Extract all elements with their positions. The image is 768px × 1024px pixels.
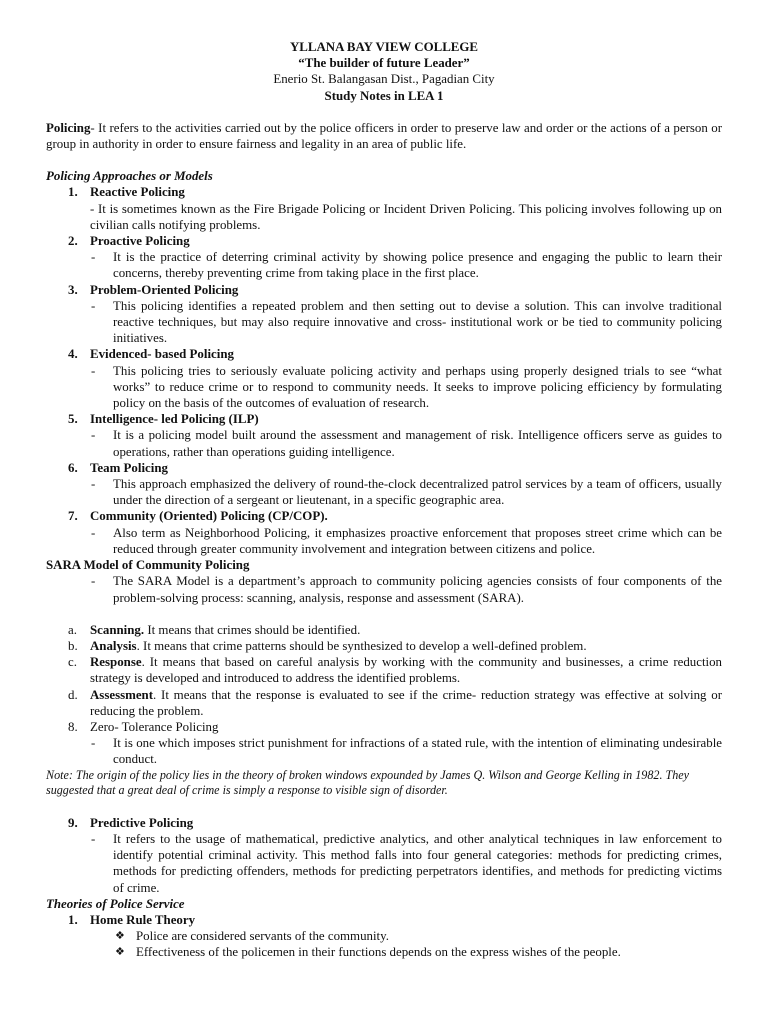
item-number: 3. bbox=[68, 282, 78, 297]
approach-title: Zero- Tolerance Policing bbox=[90, 719, 219, 734]
dash-marker: - bbox=[91, 363, 96, 378]
sara-step bbox=[46, 654, 722, 686]
approach-description bbox=[46, 249, 722, 281]
approach-title: Problem-Oriented Policing bbox=[90, 282, 239, 297]
theory-title: Home Rule Theory bbox=[90, 912, 196, 927]
approach-description: - It is sometimes known as the Fire Brigade Policing or Incident Driven Policing. This policing involves following up on civilian calls notifying problems. bbox=[90, 201, 722, 232]
item-number: 7. bbox=[68, 509, 78, 524]
approach-description-text: It is a policing model built around the assessment and management of risk. Intelligence officers serve as guides to operations, rather than operations guiding intelligence. bbox=[113, 428, 722, 459]
approach-title: Community (Oriented) Policing (CP/COP). bbox=[90, 509, 328, 524]
step-text: . It means that the response is evaluated to see if the crime- reduction strategy was effective at solving or reducing the problem. bbox=[90, 687, 722, 718]
sara-step bbox=[46, 622, 722, 638]
approach-item bbox=[46, 184, 722, 200]
approach-item bbox=[46, 815, 722, 831]
approach-description-text: It is one which imposes strict punishment for infractions of a stated rule, with the intention of eliminating undesirable conduct. bbox=[113, 736, 722, 767]
item-number: 9. bbox=[68, 815, 78, 830]
college-motto: “The builder of future Leader” bbox=[298, 56, 470, 71]
step-text: . It means that crime patterns should be synthesized to develop a well-defined problem. bbox=[136, 638, 587, 653]
step-letter: c. bbox=[68, 655, 77, 670]
step-term: Scanning. bbox=[90, 622, 145, 637]
college-name: YLLANA BAY VIEW COLLEGE bbox=[289, 40, 479, 54]
bullet-text: Police are considered servants of the community. bbox=[136, 929, 389, 944]
theory-item bbox=[46, 912, 722, 928]
section-heading-approaches: Policing Approaches or Models bbox=[46, 169, 213, 184]
theory-bullet bbox=[46, 928, 722, 944]
item-number: 2. bbox=[68, 234, 78, 249]
approach-title: Intelligence- led Policing (ILP) bbox=[90, 412, 259, 427]
step-text: It means that crimes should be identified. bbox=[144, 622, 361, 637]
document-title: Study Notes in LEA 1 bbox=[324, 88, 444, 103]
policing-definition-text: - It refers to the activities carried out by the police officers in order to preserve law and order or the actions of a person or group in authority in order to ensure fairness and legality in an area of public life. bbox=[46, 120, 722, 152]
approach-item bbox=[46, 508, 722, 524]
approach-description-text: It is the practice of deterring criminal activity by showing police presence and engaging the public to learn their concerns, thereby preventing crime from taking place in the first place. bbox=[113, 250, 722, 281]
sara-step bbox=[46, 638, 722, 654]
dash-marker: - bbox=[91, 477, 96, 492]
broken-windows-note: Note: The origin of the policy lies in the theory of broken windows expounded by James Q. Wilson and George Kelling in 1982. They suggested that a great deal of crime is simply a response to visible sign of disorder. bbox=[46, 767, 689, 798]
section-heading-sara: SARA Model of Community Policing bbox=[46, 558, 250, 573]
approach-description-text: This policing tries to seriously evaluate policing activity and perhaps using properly designed trials to see “what works” to reduce crime or to respond to community needs. It seeks to improve policing efficiency by formulating policy on the basis of the outcomes of evaluation of research. bbox=[113, 363, 722, 411]
sara-description bbox=[46, 573, 722, 605]
approach-description-text: This policing identifies a repeated problem and then setting out to devise a solution. This can involve traditional reactive techniques, but may also require innovative and cross- institutional work or be tied to community policing initiatives. bbox=[113, 298, 722, 346]
item-number: 1. bbox=[68, 185, 78, 200]
section-heading-theories: Theories of Police Service bbox=[46, 896, 185, 911]
step-letter: a. bbox=[68, 622, 77, 637]
approach-title: Predictive Policing bbox=[90, 815, 194, 830]
approach-description bbox=[46, 831, 722, 896]
policing-definition bbox=[46, 120, 722, 152]
approach-item bbox=[46, 411, 722, 427]
policing-term: Policing bbox=[46, 120, 91, 135]
approach-description bbox=[46, 298, 722, 347]
step-letter: d. bbox=[68, 687, 78, 702]
approach-description bbox=[46, 427, 722, 459]
approach-description bbox=[46, 476, 722, 508]
approach-title: Proactive Policing bbox=[90, 234, 190, 249]
step-term: Analysis bbox=[90, 638, 137, 653]
theory-bullet bbox=[46, 944, 722, 960]
approach-title: Reactive Policing bbox=[90, 185, 185, 200]
diamond-bullet-icon: ❖ bbox=[115, 946, 125, 959]
approach-item bbox=[46, 719, 722, 735]
document-page bbox=[46, 39, 722, 961]
approach-title: Team Policing bbox=[90, 460, 168, 475]
sara-description-text: The SARA Model is a department’s approach to community policing agencies consists of four components of the problem-solving process: scanning, analysis, response and assessment (SARA). bbox=[113, 574, 722, 605]
diamond-bullet-icon: ❖ bbox=[115, 930, 125, 943]
approach-description bbox=[46, 363, 722, 412]
item-number: 4. bbox=[68, 347, 78, 362]
sara-step bbox=[46, 687, 722, 719]
approach-description-text: This approach emphasized the delivery of round-the-clock decentralized patrol services by a team of officers, usually under the direction of a sergeant or lieutenant, in a specific geographic area. bbox=[113, 477, 722, 508]
step-term: Assessment bbox=[90, 687, 154, 702]
item-number: 8. bbox=[68, 719, 78, 734]
dash-marker: - bbox=[91, 298, 96, 313]
approach-description bbox=[46, 735, 722, 767]
item-number: 1. bbox=[68, 912, 78, 927]
approach-description bbox=[46, 525, 722, 557]
dash-marker: - bbox=[91, 428, 96, 443]
approach-description-text: It refers to the usage of mathematical, predictive analytics, and other analytical techniques in law enforcement to identify potential criminal activity. This method falls into four general categories: methods for predicting crimes, methods for predicting offenders, methods for predicting perpetrators identifies, and methods for predicting victims of crime. bbox=[113, 831, 722, 895]
dash-marker: - bbox=[91, 831, 96, 846]
dash-marker: - bbox=[91, 525, 96, 540]
step-text: . It means that based on careful analysis by working with the community and businesses, a crime reduction strategy is developed and introduced to address the identified problems. bbox=[90, 655, 722, 686]
college-address: Enerio St. Balangasan Dist., Pagadian City bbox=[273, 72, 495, 87]
approach-item bbox=[46, 346, 722, 362]
dash-marker: - bbox=[91, 574, 96, 589]
item-number: 5. bbox=[68, 412, 78, 427]
item-number: 6. bbox=[68, 460, 78, 475]
approach-item bbox=[46, 233, 722, 249]
approach-description-text: Also term as Neighborhood Policing, it emphasizes proactive enforcement that proposes street crime which can be reduced through greater community involvement and integration between citizens and police. bbox=[113, 525, 722, 556]
step-term: Response bbox=[90, 655, 142, 670]
step-letter: b. bbox=[68, 638, 78, 653]
approach-title: Evidenced- based Policing bbox=[90, 347, 234, 362]
dash-marker: - bbox=[91, 250, 96, 265]
dash-marker: - bbox=[91, 736, 96, 751]
approach-item bbox=[46, 282, 722, 298]
approach-item bbox=[46, 460, 722, 476]
bullet-text: Effectiveness of the policemen in their functions depends on the express wishes of the people. bbox=[136, 945, 621, 960]
